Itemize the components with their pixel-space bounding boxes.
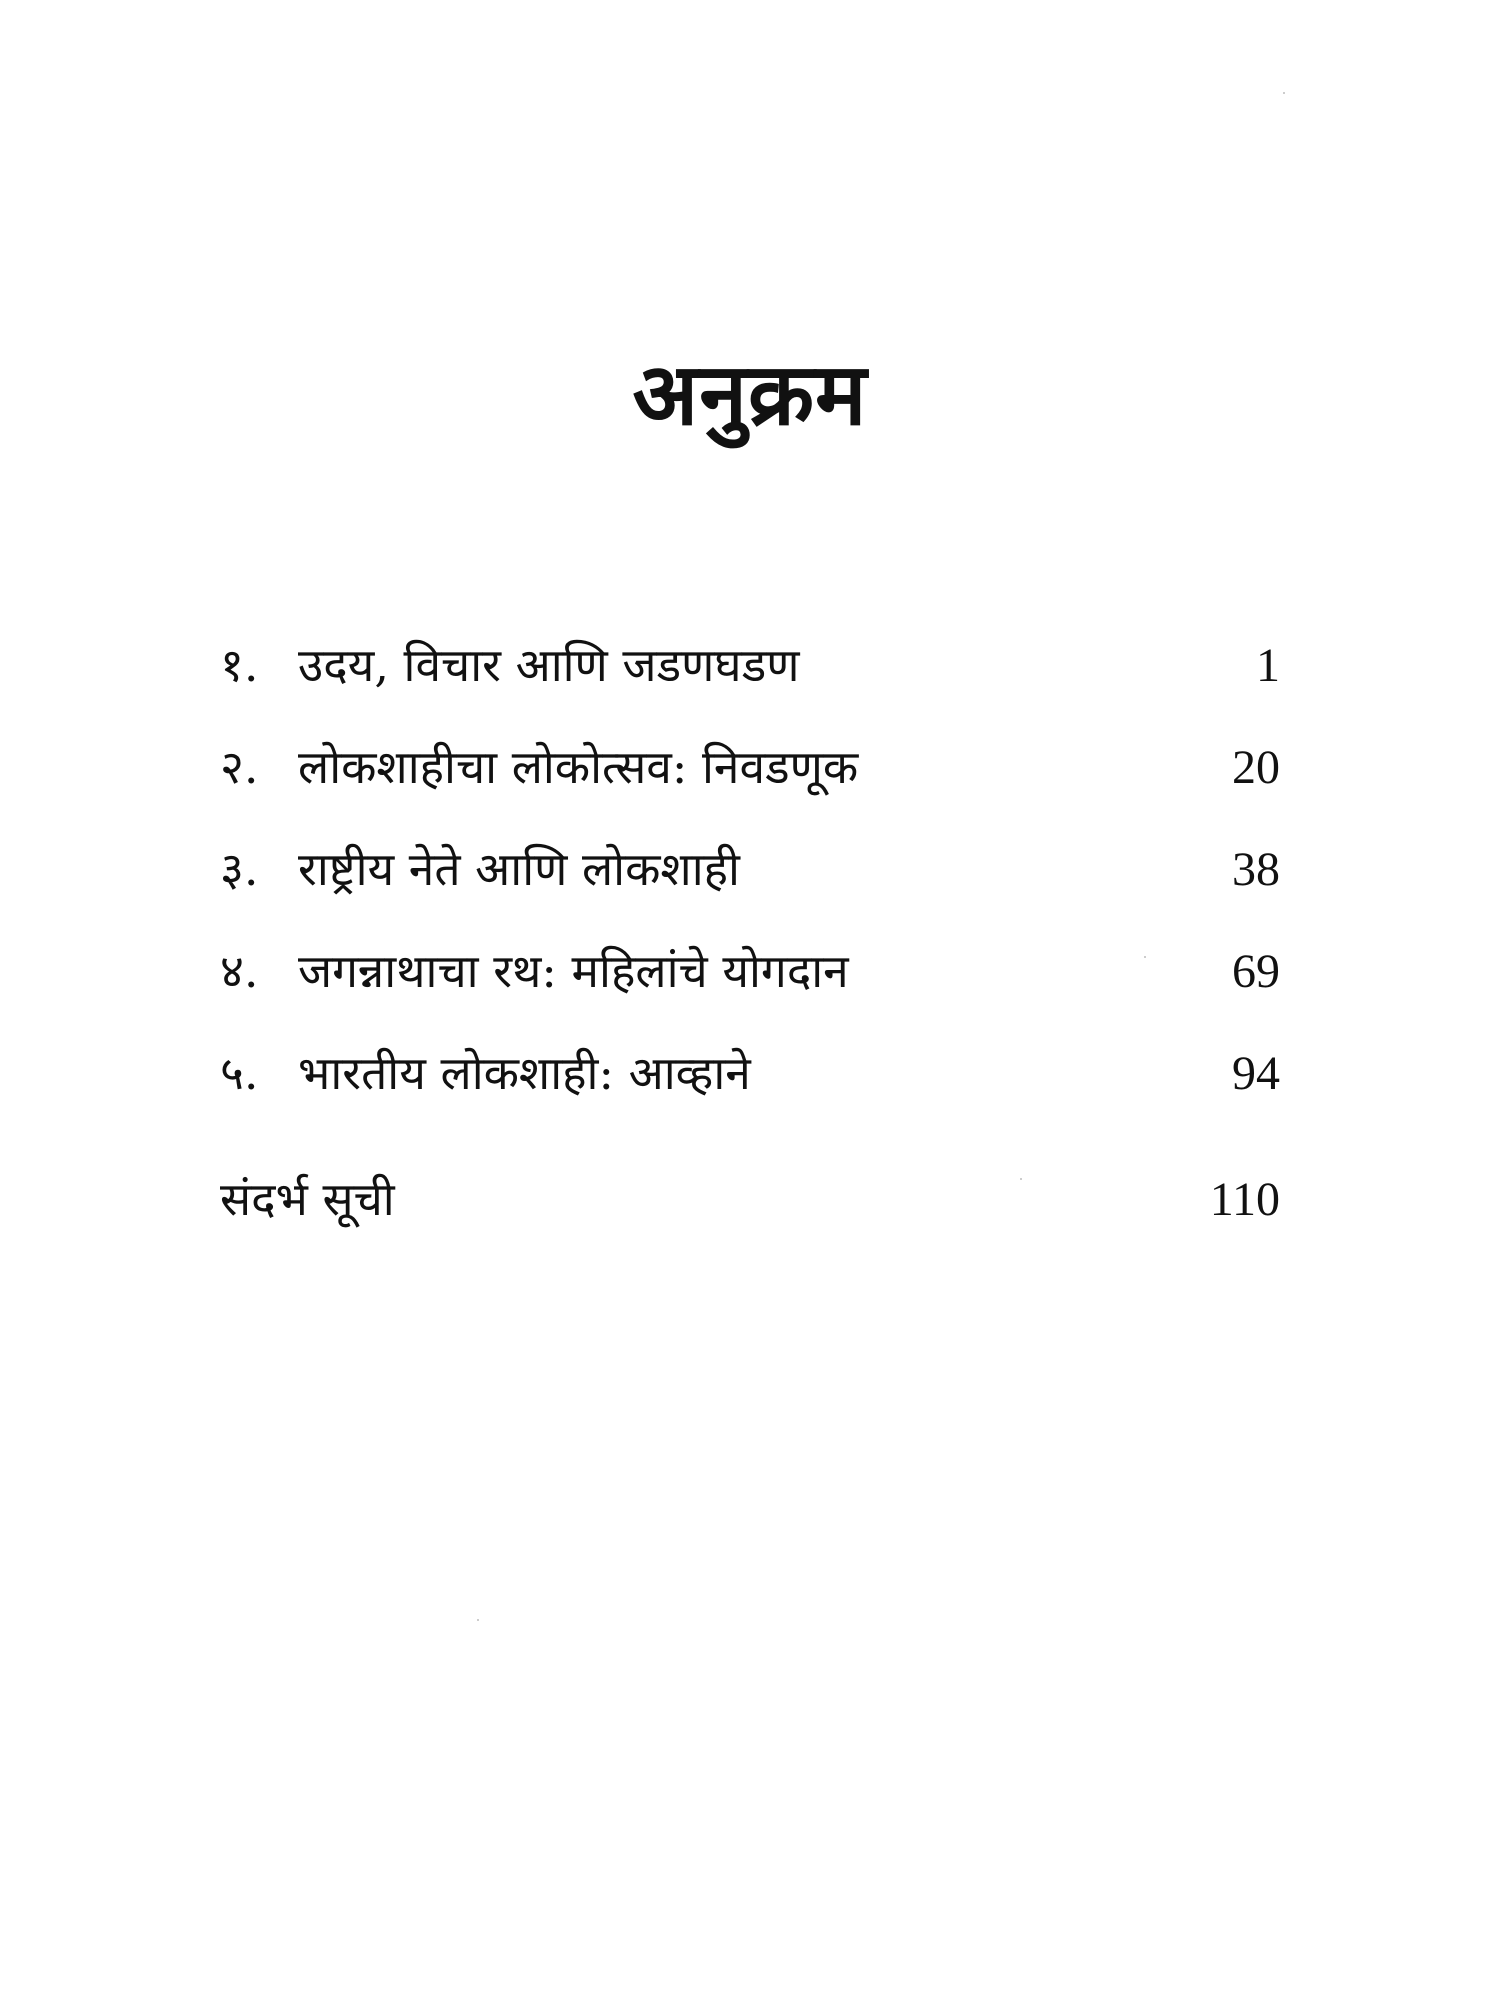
scan-speck [1020, 1178, 1022, 1180]
scan-speck [1283, 92, 1285, 94]
table-of-contents [220, 638, 1280, 1278]
chapter-number: ३. [220, 842, 259, 896]
chapter-title: उदय, विचार आणि जडणघडण [298, 638, 800, 692]
scan-speck [477, 1619, 479, 1621]
chapter-title: जगन्नाथाचा रथ: महिलांचे योगदान [298, 944, 849, 998]
toc-entry-5 [220, 1046, 1280, 1152]
chapter-title: लोकशाहीचा लोकोत्सव: निवडणूक [298, 740, 859, 794]
chapter-page-number: 94 [1232, 1047, 1280, 1100]
chapter-number: १. [220, 638, 259, 692]
toc-entry-1 [220, 638, 1280, 744]
chapter-number: ४. [220, 944, 259, 998]
references-page-number: 110 [1209, 1173, 1280, 1226]
toc-entry-4 [220, 944, 1280, 1050]
page-title: अनुक्रम [632, 344, 868, 445]
toc-entry-2 [220, 740, 1280, 846]
chapter-number: २. [220, 740, 259, 794]
references-title: संदर्भ सूची [220, 1172, 395, 1226]
chapter-page-number: 1 [1256, 639, 1280, 692]
chapter-page-number: 20 [1232, 741, 1280, 794]
scan-speck [1144, 956, 1146, 958]
chapter-page-number: 38 [1232, 843, 1280, 896]
chapter-page-number: 69 [1232, 945, 1280, 998]
toc-entry-3 [220, 842, 1280, 948]
chapter-title: राष्ट्रीय नेते आणि लोकशाही [298, 842, 740, 896]
chapter-number: ५. [220, 1046, 259, 1100]
chapter-title: भारतीय लोकशाही: आव्हाने [298, 1046, 751, 1100]
toc-entry-references [220, 1172, 1280, 1278]
